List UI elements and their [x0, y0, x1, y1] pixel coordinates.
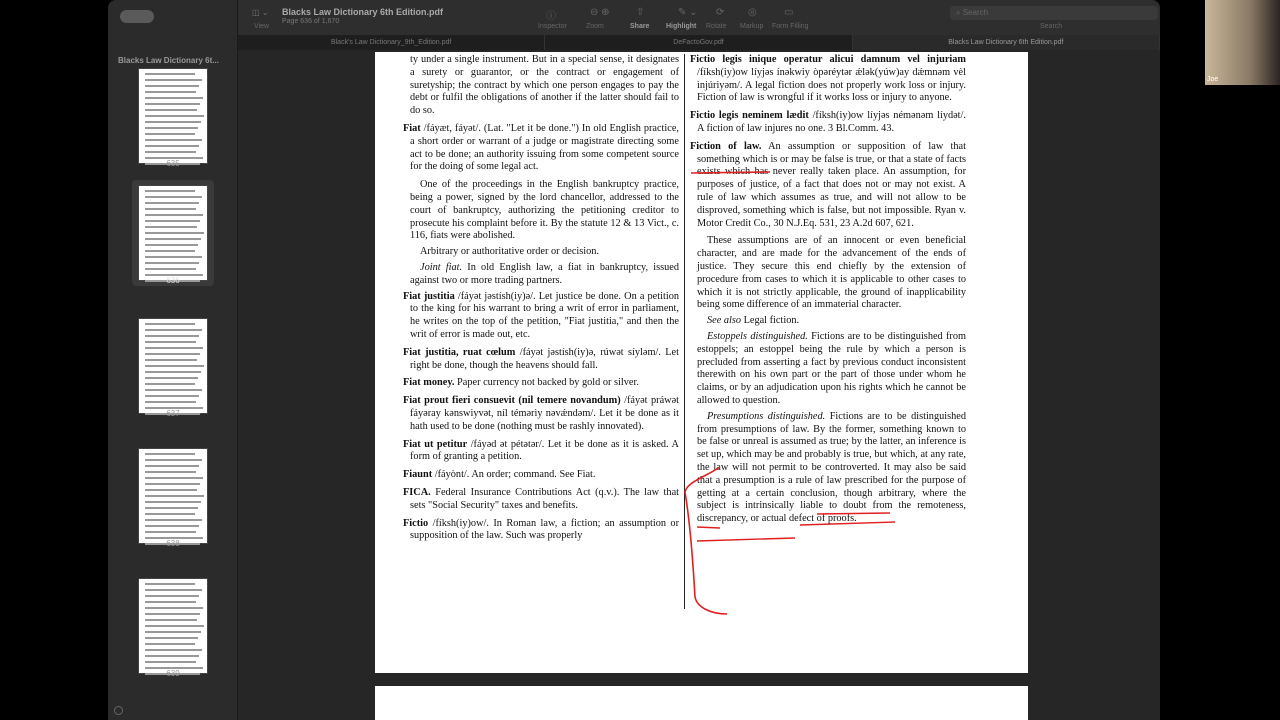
- thumbnail-page-number: 636: [166, 276, 180, 285]
- zoom-icon[interactable]: ⊖ ⊕: [590, 7, 610, 18]
- entry-term: Fictio legis inique operatur alicui damnum vel injuriam: [690, 54, 966, 65]
- entry-term: Fiat prout fieri consuevit (nil temere novandum): [403, 395, 621, 407]
- entry-text: Legal fiction.: [741, 315, 800, 327]
- page-thumbnail[interactable]: [138, 578, 208, 674]
- left-column: [403, 54, 679, 548]
- share-icon[interactable]: ⇧: [636, 7, 645, 18]
- entry-text: One of the proceedings in the English bankruptcy practice, being a power, signed by the lord chancellor, addressed to the court of bankruptcy, authorizing the petitioning creditor to prosecute his complaint before it. By the statute 12 & 13 Vict., c. 116, fiats were abolished.: [410, 179, 679, 242]
- underline-probably-true: [697, 538, 795, 541]
- entry-text: Arbitrary or authoritative order or decision.: [420, 246, 599, 258]
- rotate-icon[interactable]: ⟳: [716, 7, 725, 18]
- dictionary-entry: [403, 246, 679, 259]
- page-thumbnail[interactable]: [138, 185, 208, 281]
- pdf-page: [375, 52, 1028, 673]
- dictionary-entry: [690, 54, 966, 105]
- search-input[interactable]: ⌕ Search: [950, 6, 1158, 20]
- sidebar-title: Blacks Law Dictionary 6t...: [118, 56, 219, 65]
- entry-term: Fiction of law.: [690, 140, 762, 152]
- dictionary-entry: [690, 411, 966, 526]
- entry-term: Fiat ut petitur: [403, 438, 468, 450]
- dictionary-entry: [403, 395, 679, 433]
- tool-markup[interactable]: Markup: [740, 23, 764, 30]
- view-label: View: [254, 23, 270, 30]
- entry-subheading: Joint fiat.: [420, 261, 463, 273]
- page-indicator: Page 636 of 1,670: [282, 18, 340, 25]
- sidebar-toggle-icon[interactable]: ◫ ⌄: [252, 8, 269, 17]
- entry-term: Fictio legis neminem lædit: [690, 110, 809, 122]
- dictionary-entry: [403, 347, 679, 373]
- tool-highlight[interactable]: Highlight: [666, 23, 697, 30]
- dictionary-entry: [403, 518, 679, 544]
- window-controls[interactable]: [120, 10, 154, 23]
- webcam-overlay: [1205, 0, 1280, 85]
- thumbnail-page-number: 638: [166, 539, 180, 548]
- entry-text: /fáyəd ət pétətər/. Let it be done as it is asked. A form of granting a petition.: [410, 438, 679, 463]
- tab-bar: [238, 35, 1160, 50]
- search-label: Search: [1040, 23, 1063, 30]
- document-title: Blacks Law Dictionary 6th Edition.pdf: [282, 7, 444, 17]
- entry-subheading: See also: [707, 315, 742, 327]
- dictionary-entry: [690, 235, 966, 312]
- thumbnail-page-number: 639: [166, 669, 180, 678]
- entry-text: /fáyònt/. An order; command. See Fiat.: [432, 469, 596, 481]
- dictionary-entry: [403, 487, 679, 513]
- document-view[interactable]: [238, 50, 1160, 720]
- page-thumbnail[interactable]: [138, 68, 208, 164]
- tool-zoom[interactable]: Zoom: [586, 23, 604, 30]
- tab-blacks-9th[interactable]: Black's Law Dictionary_9th_Edition.pdf: [238, 35, 545, 50]
- entry-text: /fáyət jəstísh(iy)ə, rúwət síyləm/. Let right be done, though the heavens should fall.: [410, 346, 679, 371]
- dictionary-entry: [403, 123, 679, 174]
- entry-text: Fictions are to be distinguished from presumptions of law. By the former, something known to be false or unreal is assumed as true; by the latter, an inference is set up, which may be and probably is true, but which, at any rate, the law will not permit to be controverted. It may also be said that a presumption is a rule of law prescribed for the purpose of getting at a certain conclusion, though arbitrary, where the subject is intrinsically liable to doubt from the remoteness, discrepancy, or actual defect of proofs.: [697, 410, 966, 525]
- page-thumbnail[interactable]: [138, 318, 208, 414]
- markup-icon[interactable]: ◎: [748, 7, 757, 18]
- entry-text: /fíksh(iy)ow líyjəs ínəkwiy òpəréytər ǽlək(yúw)ay dǽmnəm vèl ìnjúriyəm/. A legal fiction does not properly work loss or injury. Fiction of law is wrongful if it works loss or injury to anyone.: [697, 66, 966, 104]
- entry-text: /fáyət práwət fáyəray kənswiyvət, níl témərìy nəvǽndəm/. Let it be done as it hath used to be done (nothing must be rashly innovated).: [410, 395, 680, 432]
- dictionary-entry: [690, 141, 966, 231]
- entry-term: Fiat: [403, 122, 421, 134]
- thumbnail-sidebar: [108, 0, 238, 720]
- next-pdf-page: [375, 686, 1028, 720]
- tab-blacks-6th[interactable]: Blacks Law Dictionary 6th Edition.pdf: [853, 35, 1160, 50]
- entry-term: Fiat money.: [403, 377, 455, 389]
- search-placeholder: Search: [962, 8, 989, 17]
- add-icon[interactable]: [114, 706, 123, 715]
- entry-term: Fictio: [403, 517, 429, 529]
- dictionary-entry: [403, 439, 679, 465]
- entry-text: /fáyət jəstísh(iy)ə/. Let justice be done. On a petition to the king for his warrant to bring a writ of error in parliament, he writes on the top of the petition, "Fiat justitia," and then the writ of error is made out, etc.: [410, 290, 679, 340]
- right-column: [690, 54, 966, 529]
- entry-text: /fáyæt, fáyət/. (Lat. "Let it be done.") In old English practice, a short order or warrant of a judge or magistrate directing some act to be done; an authority issuing from some competent source for the doing of some legal act.: [410, 122, 679, 173]
- thumbnail-page-number: 635: [166, 159, 180, 168]
- thumbnail-page-number: 637: [166, 409, 180, 418]
- dictionary-entry: [690, 110, 966, 136]
- tool-inspector[interactable]: Inspector: [538, 23, 567, 30]
- entry-subheading: Presumptions distinguished.: [707, 410, 826, 422]
- dictionary-entry: [403, 291, 679, 342]
- entry-term: Fiaunt: [403, 469, 433, 481]
- entry-text: /fíksh(iy)ow/. In Roman law, a fiction; an assumption or supposition of the law. Such was properly: [410, 517, 679, 542]
- entry-term: FICA.: [403, 486, 431, 498]
- entry-text: Federal Insurance Contributions Act (q.v.). The law that sets "Social Security" taxes and benefits.: [410, 486, 679, 511]
- entry-text: These assumptions are of an innocent or even beneficial character, and are made for the advancement of the ends of justice. They secure this end chiefly by the extension of procedure from cases to which it is applicable to other cases to which it is not strictly applicable, the ground of inapplicability being some difference of an immaterial character.: [697, 235, 966, 311]
- dictionary-entry: [690, 315, 966, 328]
- webcam-name: Joe: [1207, 76, 1219, 83]
- entry-subheading: Estoppels distinguished.: [707, 330, 808, 342]
- toolbar: [238, 0, 1160, 35]
- dictionary-entry: [690, 331, 966, 408]
- tool-rotate[interactable]: Rotate: [706, 23, 727, 30]
- entry-text: ty under a single instrument. But in a special sense, it designates a surety or guarantor, or the contract or engagement of suretyship; the contract by which one person engages to pay the debt or fulfil the obligations of another if the latter should fail to do so.: [410, 54, 679, 117]
- entry-text: /fíksh(iy)ow líyjəs némənəm líydət/. A fiction of law injures no one. 3 Bl.Comm. 43.: [697, 110, 966, 134]
- tab-defactogov[interactable]: DeFactoGov.pdf: [545, 35, 852, 50]
- page-thumbnail[interactable]: [138, 448, 208, 544]
- entry-text: In old English law, a fiat in bankruptcy, issued against two or more trading partners.: [410, 261, 680, 286]
- dictionary-entry: [403, 469, 679, 482]
- column-divider: [684, 54, 685, 609]
- dictionary-entry: [403, 377, 679, 390]
- entry-text: Fictions are to be distinguished from estoppels; an estoppel being the rule by which a person is precluded from asserting a fact by previous conduct inconsistent therewith on his own part or the part of those under whom he claims, or by an adjudication upon his rights which he cannot be allowed to question.: [697, 330, 966, 406]
- entry-term: Fiat justitia: [403, 290, 455, 302]
- entry-text: An assumption or supposition of law that something which is or may be false is true, or that a state of facts exists which has never really taken place. An assumption, for purposes of justice, of a fact that does not or may not exist. A rule of law which assumes as true, and will not allow to be disproved, something which is false, but not impossible. Ryan v. Motor Credit Co., 30 N.J.Eq. 531, 23 A.2d 607, 621.: [697, 140, 966, 229]
- highlight-icon[interactable]: ✎ ⌄: [678, 7, 698, 18]
- preview-window: [108, 0, 1160, 720]
- dictionary-entry: [403, 54, 679, 118]
- dictionary-entry: [403, 262, 679, 288]
- entry-term: Fiat justitia, ruat cœlum: [403, 346, 516, 358]
- info-icon[interactable]: ⓘ: [546, 11, 556, 22]
- dictionary-entry: [403, 179, 679, 243]
- tool-form-filling[interactable]: Form Filling: [772, 23, 809, 30]
- tool-share[interactable]: Share: [630, 23, 650, 30]
- form-filling-icon[interactable]: ▭: [784, 7, 794, 18]
- entry-text: Paper currency not backed by gold or silver.: [454, 377, 639, 389]
